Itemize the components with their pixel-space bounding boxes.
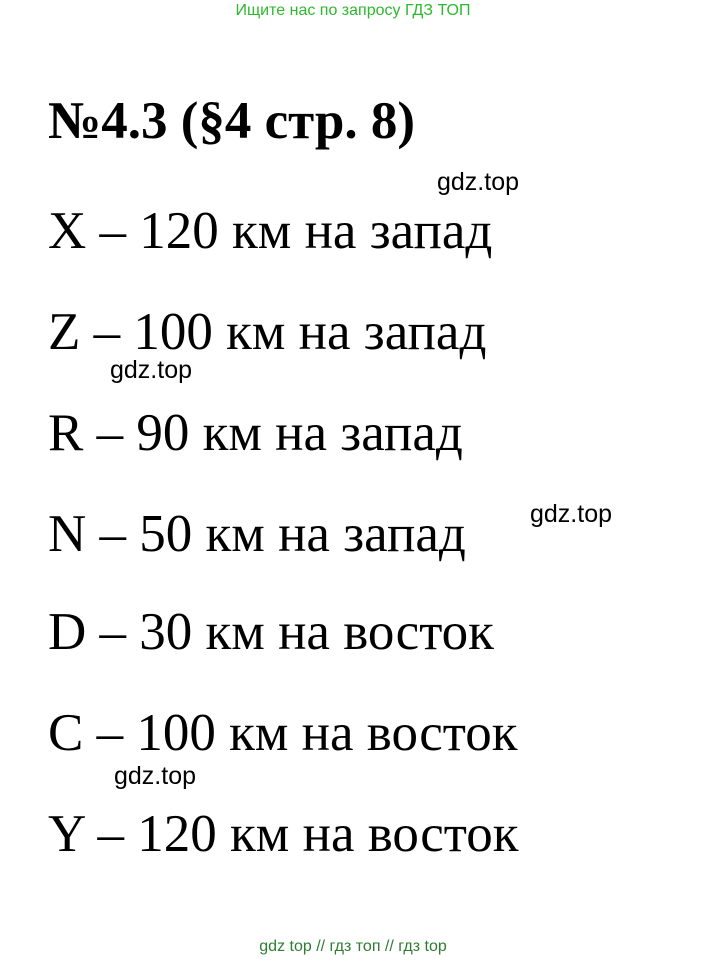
answer-line-d: D – 30 км на восток [48,603,494,661]
answer-line-r: R – 90 км на запад [48,404,463,462]
answer-line-n: N – 50 км на запад [48,505,466,563]
answer-line-y: Y – 120 км на восток [48,805,519,863]
answer-line-c: C – 100 км на восток [48,704,518,762]
answer-line-z: Z – 100 км на запад [48,303,487,361]
top-banner: Ищите нас по запросу ГДЗ ТОП [235,2,471,19]
watermark: gdz.top [114,762,197,790]
watermark: gdz.top [437,168,520,196]
answer-line-x: X – 120 км на запад [48,202,493,260]
watermark: gdz.top [530,500,613,528]
watermark: gdz.top [110,356,193,384]
page-title: №4.3 (§4 стр. 8) [48,92,415,150]
footer: gdz top // гдз топ // гдз top [259,938,447,955]
